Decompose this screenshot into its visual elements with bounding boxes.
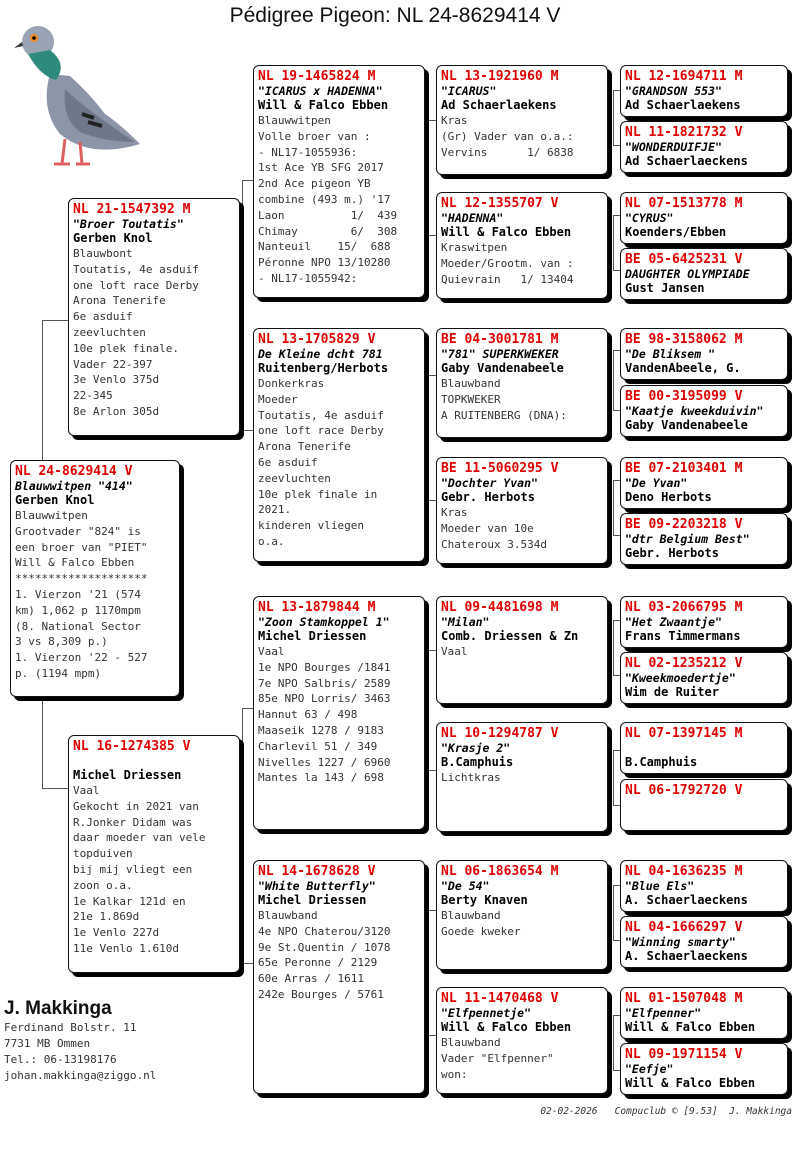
nickname: "Broer Toutatis" <box>73 217 184 231</box>
ring-number: BE 98-3158062 M <box>625 332 743 347</box>
info-line: 8e Arlon 305d <box>73 404 160 418</box>
pedigree-card-gen3 <box>436 860 608 970</box>
pedigree-card-gen4 <box>620 779 788 831</box>
pedigree-card-gen3 <box>436 192 608 299</box>
owner: Gust Jansen <box>625 281 705 295</box>
breeder-contact <box>4 998 156 1084</box>
pedigree-card-gen4 <box>620 596 788 648</box>
owner: A. Schaerlaeckens <box>625 949 748 963</box>
ring-number: NL 07-1397145 M <box>625 726 743 741</box>
nickname: "Dochter Yvan" <box>441 476 538 490</box>
nickname: "Milan" <box>441 615 490 629</box>
nickname: "781" SUPERKWEKER <box>441 347 559 361</box>
info-line: 1. Vierzon '21 (574 <box>15 587 141 601</box>
pedigree-card-gen4 <box>620 860 788 912</box>
info-line: Toutatis, 4e asduif <box>258 408 384 422</box>
ring-number: NL 06-1863654 M <box>441 864 559 879</box>
nickname: "Winning smarty" <box>625 935 736 949</box>
nickname <box>73 754 235 768</box>
ring-number: NL 04-1666297 V <box>625 920 743 935</box>
pedigree-card-gen4 <box>620 192 788 244</box>
pedigree-card-sire <box>68 198 240 436</box>
info-line: Goede kweker <box>441 924 521 938</box>
info-line: Grootvader "824" is <box>15 524 141 538</box>
info-line: 21e 1.869d <box>73 910 140 924</box>
nickname: "Krasje 2" <box>441 741 511 755</box>
info-line: Gekocht in 2021 van <box>73 799 199 813</box>
info-line: one loft race Derby <box>258 424 384 438</box>
info-line: o.a. <box>258 534 285 548</box>
nickname: "ICARUS x HADENNA" <box>258 84 383 98</box>
info-line: 7e NPO Salbris/ 2589 <box>258 676 391 690</box>
owner: VandenAbeele, G. <box>625 361 741 375</box>
info-line: Kraswitpen <box>441 241 508 254</box>
info-line: 2021. <box>258 503 292 517</box>
info-line: Kras <box>441 114 468 127</box>
nickname: "De Bliksem " <box>625 347 716 361</box>
footer-credits: 02-02-2026 Compuclub © [9.53] J. Makkinga <box>540 1106 792 1117</box>
breeder-city: 7731 MB Ommen <box>4 1037 91 1050</box>
owner: Frans Timmermans <box>625 629 741 643</box>
nickname: "White Butterfly" <box>258 879 376 893</box>
info-line: Maaseik 1278 / 9183 <box>258 723 384 737</box>
info-line: Blauwband <box>441 909 501 922</box>
info-line: - NL17-1055936: <box>258 145 358 159</box>
nickname: "De 54" <box>441 879 490 893</box>
info-line: (8. National Sector <box>15 619 141 633</box>
info-line: Blauwwitpen <box>258 114 331 127</box>
pedigree-card-gen4 <box>620 65 788 117</box>
owner: Gebr. Herbots <box>441 490 535 504</box>
ring-number: BE 09-2203218 V <box>625 517 743 532</box>
info-line: zoon o.a. <box>73 878 133 892</box>
info-line: 1. Vierzon '22 - 527 <box>15 651 148 665</box>
info-line: 3e Venlo 375d <box>73 373 160 387</box>
info-line: 65e Peronne / 2129 <box>258 956 378 970</box>
ring-number: NL 12-1355707 V <box>441 196 559 211</box>
owner: Gerben Knol <box>15 493 95 507</box>
pedigree-card-gen2 <box>253 860 425 1094</box>
info-line: 10e plek finale. <box>73 341 179 355</box>
ring-number: NL 24-8629414 V <box>15 464 133 479</box>
owner: Will & Falco Ebben <box>625 1020 756 1034</box>
info-line: Chateroux 3.534d <box>441 537 547 551</box>
pedigree-card-gen4 <box>620 1043 788 1095</box>
ring-number: NL 19-1465824 M <box>258 69 376 84</box>
nickname: "Elfpenner" <box>625 1006 702 1020</box>
owner: Wim de Ruiter <box>625 685 719 699</box>
owner: Gebr. Herbots <box>625 546 719 560</box>
owner: Koenders/Ebben <box>625 225 727 239</box>
info-line: Chimay 6/ 308 <box>258 224 398 238</box>
info-line: Blauwband <box>258 909 318 922</box>
info-line: zeevluchten <box>73 325 146 339</box>
info-line: ******************** <box>15 572 148 586</box>
info-line: Blauwband <box>441 1036 501 1049</box>
pedigree-card-gen4 <box>620 722 788 774</box>
info-line: 3 vs 8,309 p.) <box>15 635 108 649</box>
info-line: 1e NPO Bourges /1841 <box>258 660 391 674</box>
pedigree-card-gen4 <box>620 328 788 380</box>
pedigree-card-gen3 <box>436 722 608 832</box>
info-line: 6e asduif <box>73 310 133 324</box>
pedigree-card-gen4 <box>620 916 788 968</box>
breeder-email: johan.makkinga@ziggo.nl <box>4 1069 157 1082</box>
pedigree-card-gen3 <box>436 328 608 438</box>
pedigree-card-gen2 <box>253 328 425 562</box>
info-line: Vaal <box>73 784 100 797</box>
nickname: "GRANDSON 553" <box>625 84 722 98</box>
nickname: "Elfpennetje" <box>441 1006 532 1020</box>
nickname: "Blue Els" <box>625 879 695 893</box>
nickname: "WONDERDUIFJE" <box>625 140 722 154</box>
owner: Will & Falco Ebben <box>441 1020 572 1034</box>
owner: Ad Schaerlaekens <box>441 98 557 112</box>
info-line: Vader 22-397 <box>73 357 153 371</box>
info-line: 1e Kalkar 121d en <box>73 894 186 908</box>
ring-number: NL 13-1705829 V <box>258 332 376 347</box>
owner: Comb. Driessen & Zn <box>441 629 579 643</box>
ring-number: NL 21-1547392 M <box>73 202 191 217</box>
info-line: Laon 1/ 439 <box>258 208 398 222</box>
info-line: zeevluchten <box>258 471 331 485</box>
owner: B.Camphuis <box>625 755 698 769</box>
nickname: "Kweekmoedertje" <box>625 671 736 685</box>
ring-number: NL 13-1921960 M <box>441 69 559 84</box>
info-line: Volle broer van : <box>258 129 371 143</box>
owner: Michel Driessen <box>73 768 182 782</box>
ring-number: BE 00-3195099 V <box>625 389 743 404</box>
pedigree-card-gen3 <box>436 596 608 704</box>
info-line: (Gr) Vader van o.a.: <box>441 129 574 143</box>
info-line: Arona Tenerife <box>258 440 351 454</box>
owner: Gaby Vandenabeele <box>441 361 564 375</box>
info-line: Péronne NPO 13/10280 <box>258 256 391 270</box>
info-line: 11e Venlo 1.610d <box>73 941 179 955</box>
info-line: 1e Venlo 227d <box>73 926 160 940</box>
pedigree-card-gen4 <box>620 987 788 1039</box>
info-line: daar moeder van vele <box>73 831 206 845</box>
ring-number: BE 05-6425231 V <box>625 252 743 267</box>
pedigree-card-gen3 <box>436 65 608 175</box>
owner: Gerben Knol <box>73 231 153 245</box>
pedigree-card-gen4 <box>620 248 788 300</box>
info-line: Hannut 63 / 498 <box>258 708 358 722</box>
ring-number: BE 11-5060295 V <box>441 461 559 476</box>
pedigree-card-gen4 <box>620 385 788 437</box>
info-line: Arona Tenerife <box>73 294 166 308</box>
info-line: Lichtkras <box>441 771 501 784</box>
info-line: Moeder <box>258 392 298 406</box>
pedigree-card-gen2 <box>253 596 425 830</box>
ring-number: NL 03-2066795 M <box>625 600 743 615</box>
info-line: Moeder van 10e <box>441 521 534 535</box>
info-line: topduiven <box>73 847 133 861</box>
info-line: combine (493 m.) '17 <box>258 192 391 206</box>
nickname: "Kaatje kweekduivin" <box>625 404 764 418</box>
pedigree-card-gen4 <box>620 457 788 509</box>
info-line: Vader "Elfpenner" <box>441 1051 554 1065</box>
info-line: Kras <box>441 506 468 519</box>
nickname: "Het Zwaantje" <box>625 615 722 629</box>
info-line: A RUITENBERG (DNA): <box>441 408 567 422</box>
breeder-street: Ferdinand Bolstr. 11 <box>4 1021 137 1034</box>
nickname: De Kleine dcht 781 <box>258 347 383 361</box>
info-line: 10e plek finale in <box>258 487 378 501</box>
owner: Gaby Vandenabeele <box>625 418 748 432</box>
ring-number: NL 12-1694711 M <box>625 69 743 84</box>
info-line: Vaal <box>258 645 285 658</box>
info-line: Mantes la 143 / 698 <box>258 771 384 785</box>
pigeon-illustration <box>10 14 150 174</box>
page-title: Pédigree Pigeon: NL 24-8629414 V <box>229 4 561 27</box>
owner: Berty Knaven <box>441 893 528 907</box>
info-line: een broer van "PIET" <box>15 540 148 554</box>
info-line: Will & Falco Ebben <box>15 556 135 570</box>
nickname: "CYRUS" <box>625 211 674 225</box>
ring-number: NL 02-1235212 V <box>625 656 743 671</box>
breeder-name: J. Makkinga <box>4 998 112 1019</box>
info-line: Charlevil 51 / 349 <box>258 739 378 753</box>
info-line: Blauwband <box>441 377 501 390</box>
owner: B.Camphuis <box>441 755 514 769</box>
info-line: Blauwwitpen <box>15 509 88 522</box>
owner: Ruitenberg/Herbots <box>258 361 389 375</box>
info-line: Vervins 1/ 6838 <box>441 145 574 159</box>
ring-number: NL 04-1636235 M <box>625 864 743 879</box>
info-line: km) 1,062 p 1170mpm <box>15 603 141 617</box>
info-line: 60e Arras / 1611 <box>258 972 364 986</box>
nickname: "ICARUS" <box>441 84 497 98</box>
ring-number: NL 10-1294787 V <box>441 726 559 741</box>
info-line: Toutatis, 4e asduif <box>73 262 199 276</box>
info-line: Moeder/Grootm. van : <box>441 256 574 270</box>
ring-number: NL 16-1274385 V <box>73 739 191 754</box>
owner: Ad Schaerlaekens <box>625 98 741 112</box>
nickname <box>625 741 783 755</box>
owner: Deno Herbots <box>625 490 712 504</box>
info-line: won: <box>441 1067 468 1081</box>
owner: A. Schaerlaeckens <box>625 893 748 907</box>
info-line: Donkerkras <box>258 377 325 390</box>
ring-number: NL 11-1470468 V <box>441 991 559 1006</box>
info-line: 85e NPO Lorris/ 3463 <box>258 692 391 706</box>
info-line: 9e St.Quentin / 1078 <box>258 940 391 954</box>
info-line: Vaal <box>441 645 468 658</box>
ring-number: NL 09-1971154 V <box>625 1047 743 1062</box>
info-line: 6e asduif <box>258 455 318 469</box>
info-line: TOPKWEKER <box>441 392 501 406</box>
ring-number: NL 07-1513778 M <box>625 196 743 211</box>
info-line: 242e Bourges / 5761 <box>258 987 384 1001</box>
owner: Will & Falco Ebben <box>258 98 389 112</box>
owner: Ad Schaerlaeckens <box>625 154 748 168</box>
info-line: R.Jonker Didam was <box>73 815 193 829</box>
pedigree-card-gen4 <box>620 513 788 565</box>
info-line: kinderen vliegen <box>258 519 364 533</box>
nickname: Blauwwitpen "414" <box>15 479 133 493</box>
owner: Michel Driessen <box>258 629 367 643</box>
nickname: "dtr Belgium Best" <box>625 532 750 546</box>
ring-number: NL 14-1678628 V <box>258 864 376 879</box>
pedigree-card-gen3 <box>436 457 608 564</box>
breeder-phone: Tel.: 06-13198176 <box>4 1053 117 1066</box>
ring-number: NL 09-4481698 M <box>441 600 559 615</box>
owner: Will & Falco Ebben <box>625 1076 756 1090</box>
info-line: 2nd Ace pigeon YB <box>258 177 371 191</box>
pedigree-card-gen2 <box>253 65 425 298</box>
nickname: "Zoon Stamkoppel 1" <box>258 615 390 629</box>
info-line: 4e NPO Chaterou/3120 <box>258 924 391 938</box>
info-line: Nivelles 1227 / 6960 <box>258 755 391 769</box>
info-line: 1st Ace YB SFG 2017 <box>258 161 384 175</box>
info-line: Blauwbont <box>73 247 133 260</box>
info-line: p. (1194 mpm) <box>15 666 102 680</box>
ring-number: NL 11-1821732 V <box>625 125 743 140</box>
owner: Michel Driessen <box>258 893 367 907</box>
info-line: - NL17-1055942: <box>258 271 358 285</box>
nickname: "Eefje" <box>625 1062 674 1076</box>
info-line: Quievrain 1/ 13404 <box>441 272 574 286</box>
pedigree-card-subject <box>10 460 180 697</box>
ring-number: BE 07-2103401 M <box>625 461 743 476</box>
info-line: 22-345 <box>73 389 113 403</box>
info-line: one loft race Derby <box>73 278 199 292</box>
ring-number: NL 13-1879844 M <box>258 600 376 615</box>
nickname: "De Yvan" <box>625 476 688 490</box>
ring-number: NL 06-1792720 V <box>625 783 743 798</box>
pedigree-card-dam <box>68 735 240 973</box>
info-line: bij mij vliegt een <box>73 862 193 876</box>
nickname: DAUGHTER OLYMPIADE <box>625 267 750 281</box>
pedigree-card-gen3 <box>436 987 608 1094</box>
pedigree-card-gen4 <box>620 652 788 704</box>
pedigree-card-gen4 <box>620 121 788 173</box>
owner: Will & Falco Ebben <box>441 225 572 239</box>
nickname: "HADENNA" <box>441 211 504 225</box>
info-line: Nanteuil 15/ 688 <box>258 240 391 254</box>
ring-number: BE 04-3001781 M <box>441 332 559 347</box>
ring-number: NL 01-1507048 M <box>625 991 743 1006</box>
